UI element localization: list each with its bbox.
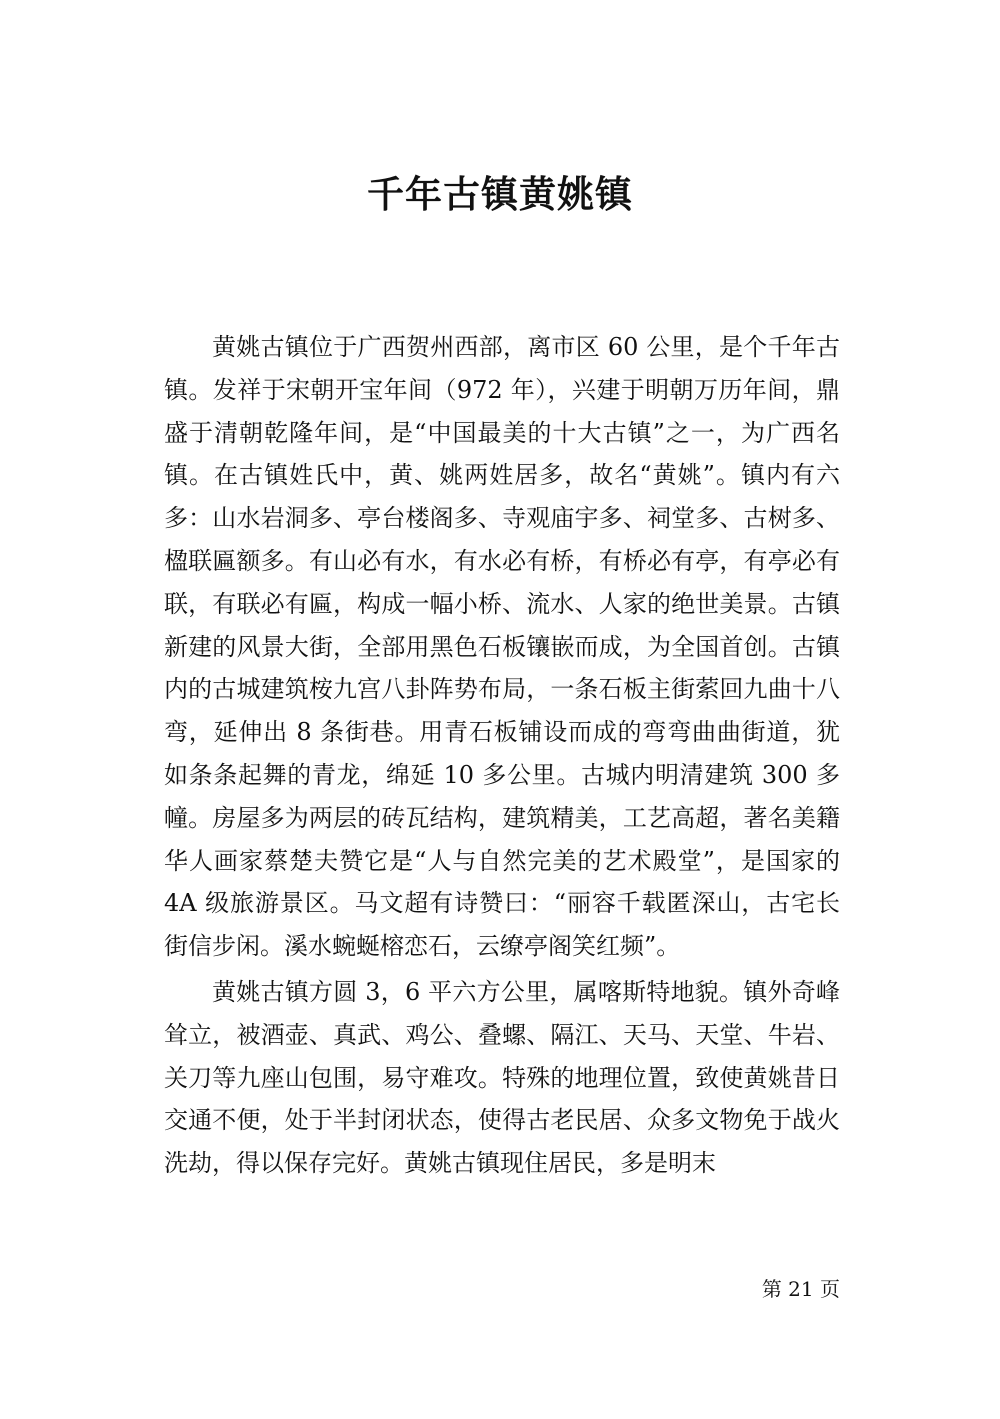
paragraph-2: 黄姚古镇方圆 3，6 平六方公里，属喀斯特地貌。镇外奇峰耸立，被酒壶、真武、鸡公、叠螺、隔江、天马、天堂、牛岩、关刀等九座山包围，易守难攻。特殊的地理位置，致使黄姚昔日交通不便，处于半封闭状态，使得古老民居、众多文物免于战火洗劫，得以保存完好。黄姚古镇现住居民，多是明末 [164,977,840,1178]
article-body [164,326,840,1188]
paragraph-1: 黄姚古镇位于广西贺州西部，离市区 60 公里，是个千年古镇。发祥于宋朝开宝年间（972 年），兴建于明朝万历年间，鼎盛于清朝乾隆年间，是“中国最美的十大古镇”之一，为广西名镇。在古镇姓氏中，黄、姚两姓居多，故名“黄姚”。镇内有六多：山水岩洞多、亭台楼阁多、寺观庙宇多、祠堂多、古树多、楹联匾额多。有山必有水，有水必有桥，有桥必有亭，有亭必有联，有联必有匾，构成一幅小桥、流水、人家的绝世美景。古镇新建的风景大街，全部用黑色石板镶嵌而成，为全国首创。古镇内的古城建筑桉九宫八卦阵势布局，一条石板主街萦回九曲十八弯，延伸出 8 条街巷。用青石板铺设而成的弯弯曲曲街道，犹如条条起舞的青龙，绵延 10 多公里。古城内明清建筑 300 多幢。房屋多为两层的砖瓦结构，建筑精美，工艺高超，著名美籍华人画家蔡楚夫赞它是“人与自然完美的艺术殿堂”，是国家的 4A 级旅游景区。马文超有诗赞曰：“丽容千载匿深山，古宅长街信步闲。溪水蜿蜒榕恋石，云缭亭阁笑红频”。 [164,333,840,961]
page-title: 千年古镇黄姚镇 [367,173,633,216]
page-number: 第 21 页 [761,1277,840,1301]
